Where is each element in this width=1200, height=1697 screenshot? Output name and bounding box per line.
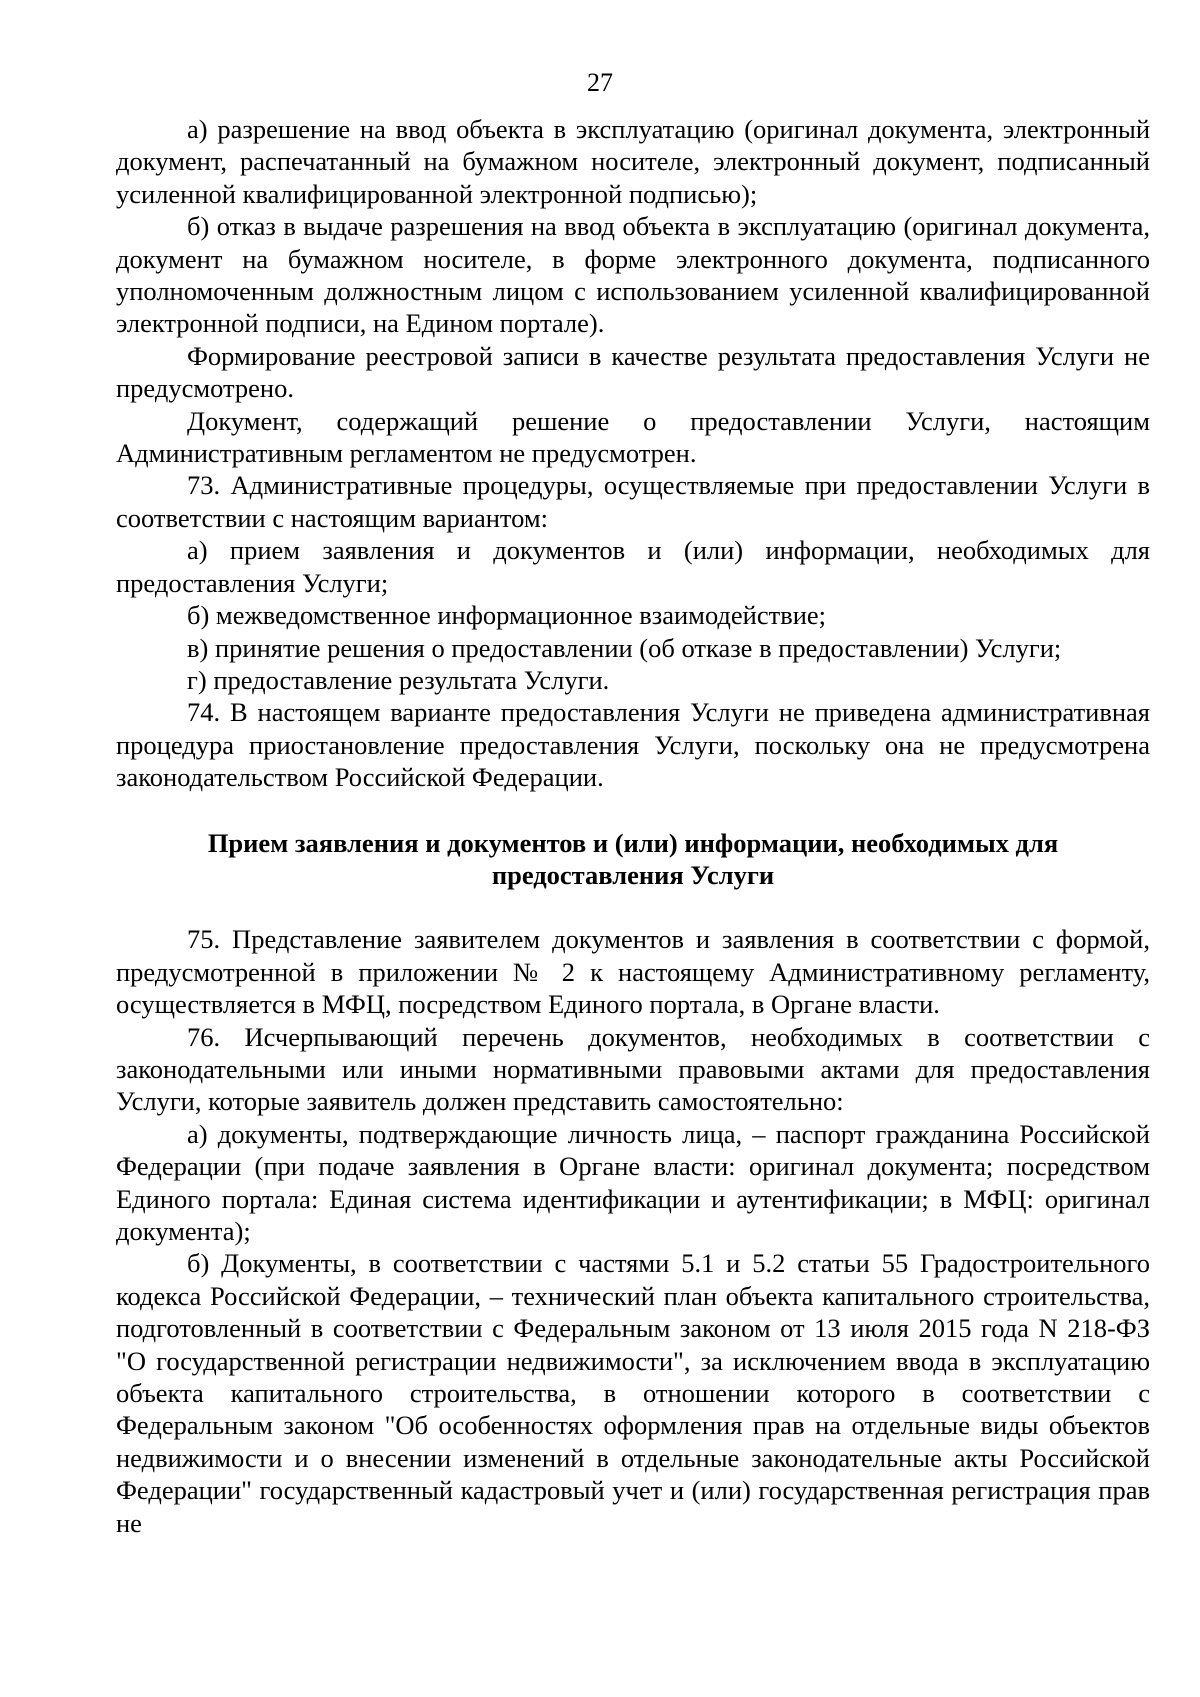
paragraph: 76. Исчерпывающий перечень документов, необходимых в соответствии с законодательными или иными нормативными правовыми актами для предоставления Услуги, которые заявитель должен представить самостоятельно: [116, 1021, 1150, 1117]
paragraph: а) прием заявления и документов и (или) информации, необходимых для предоставления Услуги; [116, 535, 1150, 598]
section-heading: Прием заявления и документов и (или) информации, необходимых для предоставления Услуги [207, 827, 1059, 890]
paragraph: в) принятие решения о предоставлении (об отказе в предоставлении) Услуги; [187, 632, 1062, 663]
document-body [116, 113, 1150, 1539]
paragraph: б) Документы, в соответствии с частями 5.1 и 5.2 статьи 55 Градостроительного кодекса Российской Федерации, – технический план объекта капитального строительства, подготовленный в соответствии с Федеральным законом от 13 июля 2015 года N 218-ФЗ "О государственной регистрации недвижимости", за исключением ввода в эксплуатацию объекта капитального строительства, в отношении которого в соответствии с Федеральным законом "Об особенностях оформления прав на отдельные виды объектов недвижимости и о внесении изменений в отдельные законодательные акты Российской Федерации" государственный кадастровый учет и (или) государственная регистрация прав не [116, 1248, 1150, 1538]
paragraph: б) межведомственное информационное взаимодействие; [187, 600, 827, 631]
paragraphs-bottom [116, 923, 1150, 1539]
paragraph: 75. Представление заявителем документов и заявления в соответствии с формой, предусмотренной в приложении № 2 к настоящему Административному регламенту, осуществляется в МФЦ, посредством Единого портала, в Органе власти. [116, 924, 1150, 1020]
page-number: 27 [587, 68, 613, 97]
paragraphs-top [116, 113, 1150, 794]
paragraph: а) разрешение на ввод объекта в эксплуатацию (оригинал документа, электронный документ, распечатанный на бумажном носителе, электронный документ, подписанный усиленной квалифицированной электронной подписью); [116, 114, 1150, 209]
paragraph: а) документы, подтверждающие личность лица, – паспорт гражданина Российской Федерации (при подаче заявления в Органе власти: оригинал документа; посредством Единого портала: Единая система идентификации и аутентификации; в МФЦ: оригинал документа); [116, 1118, 1150, 1246]
paragraph: Документ, содержащий решение о предоставлении Услуги, настоящим Административным регламентом не предусмотрен. [116, 405, 1150, 469]
paragraph: г) предоставление результата Услуги. [187, 664, 610, 695]
paragraph: 73. Административные процедуры, осуществляемые при предоставлении Услуги в соответствии с настоящим вариантом: [116, 470, 1150, 533]
paragraph: Формирование реестровой записи в качестве результата предоставления Услуги не предусмотрено. [116, 340, 1150, 404]
paragraph: 74. В настоящем варианте предоставления Услуги не приведена административная процедура приостановление предоставления Услуги, поскольку она не предусмотрена законодательством Российской Федерации. [116, 697, 1150, 793]
paragraph: б) отказ в выдаче разрешения на ввод объекта в эксплуатацию (оригинал документа, документ на бумажном носителе, в форме электронного документа, подписанного уполномоченным должностным лицом с использованием усиленной квалифицированной электронной подписи, на Едином портале). [116, 211, 1150, 339]
